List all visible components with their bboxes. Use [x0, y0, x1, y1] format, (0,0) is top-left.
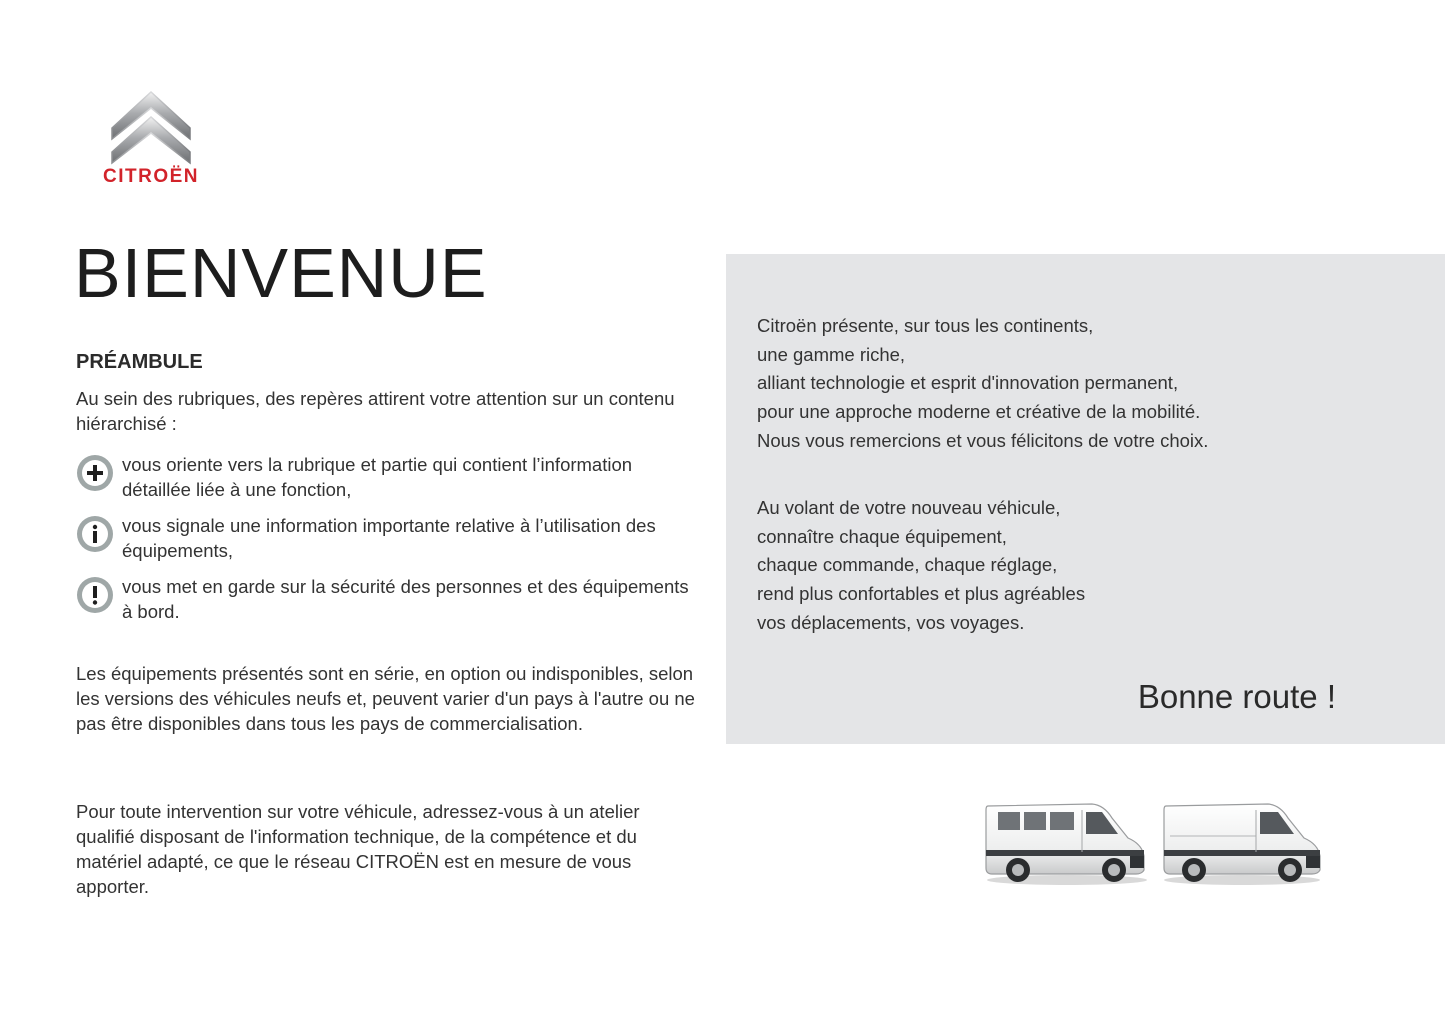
welcome-line: vos déplacements, vos voyages. — [757, 611, 1025, 633]
closing-greeting: Bonne route ! — [1137, 678, 1336, 715]
welcome-line: une gamme riche, — [757, 343, 906, 365]
service-note: Pour toute intervention sur votre véhicule, adressez-vous à un atelier qualifié disposant de l'information technique, de la compétence et du matériel adapté, ce que le réseau CITROËN est en mesure de vous apporter. — [76, 801, 640, 897]
combi-van-icon — [986, 804, 1147, 885]
citroen-logo — [84, 88, 218, 192]
info-icon — [76, 515, 114, 553]
vehicle-illustration — [982, 796, 1327, 888]
welcome-line: alliant technologie et esprit d'innovation permanent, — [757, 372, 1179, 394]
welcome-paragraph-1 — [757, 312, 1417, 456]
welcome-line: Citroën présente, sur tous les continents, — [757, 315, 1094, 336]
welcome-line: chaque commande, chaque réglage, — [757, 554, 1058, 576]
marker-text-warning: vous met en garde sur la sécurité des personnes et des équipements à bord. — [122, 576, 689, 622]
equipment-note: Les équipements présentés sont en série, en option ou indisponibles, selon les versions des véhicules neufs et, peuvent varier d'un pays à l'autre ou ne pas être disponibles dans tous les pays de commercialisation. — [76, 663, 695, 734]
warning-icon — [76, 576, 114, 614]
welcome-line: Au volant de votre nouveau véhicule, — [757, 497, 1061, 518]
double-chevron-logo-icon — [84, 88, 218, 166]
preamble-heading: PRÉAMBULE — [76, 351, 203, 373]
marker-text-plus: vous oriente vers la rubrique et partie qui contient l’information détaillée liée à une fonction, — [122, 454, 633, 500]
marker-row-info — [76, 513, 696, 565]
welcome-box — [726, 254, 1445, 744]
marker-text-info: vous signale une information importante relative à l’utilisation des équipements, — [122, 515, 656, 561]
panel-van-icon — [1164, 804, 1320, 885]
marker-row-plus — [76, 452, 696, 504]
brand-wordmark: CITROËN — [103, 166, 199, 187]
page-title: BIENVENUE — [74, 234, 488, 312]
welcome-line: pour une approche moderne et créative de la mobilité. — [757, 401, 1201, 423]
welcome-line: rend plus confortables et plus agréables — [757, 583, 1086, 605]
welcome-line: connaître chaque équipement, — [757, 525, 1007, 547]
preamble-intro: Au sein des rubriques, des repères attirent votre attention sur un contenu hiérarchisé : — [76, 388, 675, 434]
welcome-line: Nous vous remercions et vous félicitons de votre choix. — [757, 429, 1209, 451]
welcome-paragraph-2 — [757, 494, 1417, 638]
marker-row-warning — [76, 574, 696, 626]
plus-icon — [76, 454, 114, 492]
